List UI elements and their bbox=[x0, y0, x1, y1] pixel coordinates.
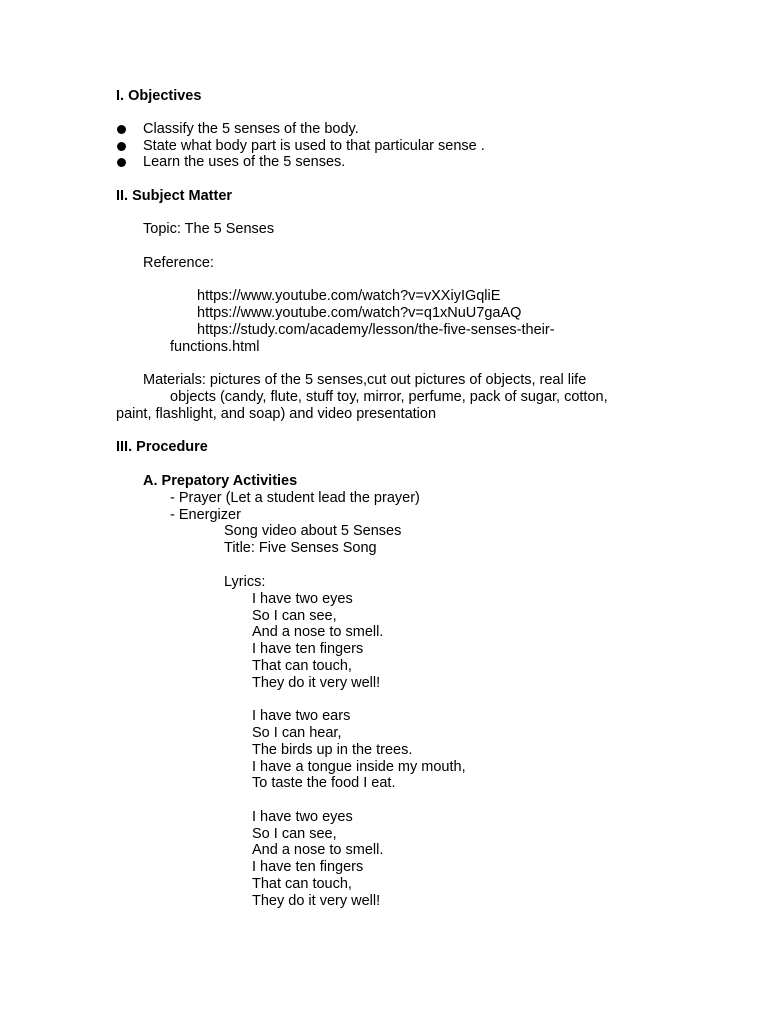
lyric-line: So I can see, bbox=[252, 608, 337, 624]
materials-line: paint, flashlight, and soap) and video presentation bbox=[116, 406, 437, 422]
prayer-item: - Prayer (Let a student lead the prayer) bbox=[170, 490, 420, 506]
reference-link: https://study.com/academy/lesson/the-five-senses-their- bbox=[197, 322, 555, 338]
reference-link-continued: functions.html bbox=[170, 339, 260, 355]
objectives-heading: I. Objectives bbox=[116, 88, 202, 104]
topic-line: Topic: The 5 Senses bbox=[143, 221, 275, 237]
lyric-line: I have two eyes bbox=[252, 809, 353, 825]
lyric-line: I have ten fingers bbox=[252, 859, 364, 875]
lyric-line: They do it very well! bbox=[252, 893, 381, 909]
procedure-heading: III. Procedure bbox=[116, 439, 208, 455]
song-title-line: Title: Five Senses Song bbox=[224, 540, 377, 556]
lyric-line: They do it very well! bbox=[252, 675, 381, 691]
lyric-line: That can touch, bbox=[252, 658, 352, 674]
lyric-line: I have a tongue inside my mouth, bbox=[252, 759, 466, 775]
lyric-line: To taste the food I eat. bbox=[252, 775, 396, 791]
lyric-line: And a nose to smell. bbox=[252, 842, 384, 858]
energizer-item: - Energizer bbox=[170, 507, 241, 523]
objective-item: Classify the 5 senses of the body. bbox=[143, 121, 359, 137]
reference-link: https://www.youtube.com/watch?v=vXXiyIGqliE bbox=[197, 288, 501, 304]
song-video-line: Song video about 5 Senses bbox=[224, 523, 402, 539]
lyric-line: And a nose to smell. bbox=[252, 624, 384, 640]
bullet-icon bbox=[117, 158, 126, 167]
subject-matter-heading: II. Subject Matter bbox=[116, 188, 233, 204]
objective-item: Learn the uses of the 5 senses. bbox=[143, 154, 346, 170]
bullet-icon bbox=[117, 125, 126, 134]
lyric-line: The birds up in the trees. bbox=[252, 742, 413, 758]
lyrics-label: Lyrics: bbox=[224, 574, 266, 590]
lyric-line: That can touch, bbox=[252, 876, 352, 892]
lyric-line: I have two eyes bbox=[252, 591, 353, 607]
bullet-icon bbox=[117, 142, 126, 151]
objective-item: State what body part is used to that particular sense . bbox=[143, 138, 485, 154]
lyric-line: So I can hear, bbox=[252, 725, 342, 741]
materials-line: Materials: pictures of the 5 senses,cut out pictures of objects, real life bbox=[143, 372, 587, 388]
reference-link: https://www.youtube.com/watch?v=q1xNuU7gaAQ bbox=[197, 305, 522, 321]
lyric-line: I have two ears bbox=[252, 708, 351, 724]
reference-label: Reference: bbox=[143, 255, 214, 271]
lyric-line: I have ten fingers bbox=[252, 641, 364, 657]
materials-line: objects (candy, flute, stuff toy, mirror, perfume, pack of sugar, cotton, bbox=[170, 389, 608, 405]
lyric-line: So I can see, bbox=[252, 826, 337, 842]
preparatory-activities-heading: A. Prepatory Activities bbox=[143, 473, 298, 489]
